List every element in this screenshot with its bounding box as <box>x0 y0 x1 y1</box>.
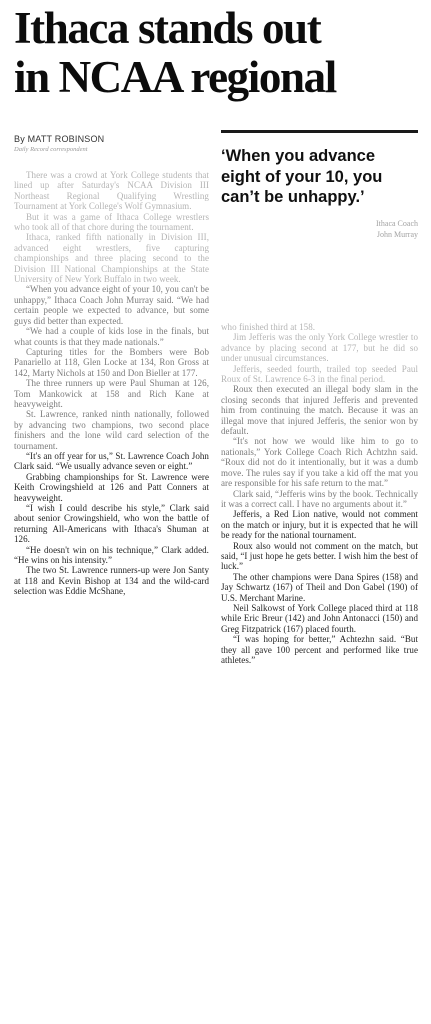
paragraph: There was a crowd at York College students that lined up after Saturday's NCAA Division III Northeast Regional Qualifying Wrestling Tournament at York College's Wolf Gymnasium. <box>14 170 209 212</box>
paragraph: Grabbing championships for St. Lawrence were Keith Crowingshield at 126 and Patt Conners at heavyweight. <box>14 471 209 503</box>
paragraph: Jefferis, seeded fourth, trailed top seeded Paul Roux of St. Lawrence 6-3 in the final period. <box>221 363 418 385</box>
attribution-name: John Murray <box>376 229 418 239</box>
paragraph: Jim Jefferis was the only York College wrestler to advance by placing second at 177, but he did so under unusual circumstances. <box>221 332 418 364</box>
paragraph: “He doesn't win on his technique,” Clark added. “He wins on his intensity.” <box>14 544 209 566</box>
byline: By MATT ROBINSON <box>14 134 105 144</box>
paragraph: Jefferis, a Red Lion native, would not comment on the match or injury, but it is expected that he will be ready for the national tournament. <box>221 509 418 541</box>
paragraph: The three runners up were Paul Shuman at 126, Tom Mankowick at 158 and Rich Kane at heavyweight. <box>14 378 209 409</box>
article-column-right <box>221 322 418 665</box>
paragraph: The other champions were Dana Spires (158) and Jay Schwartz (167) of Theil and Don Gabel (190) of U.S. Merchant Marine. <box>221 571 418 603</box>
paragraph: Neil Salkowst of York College placed third at 118 while Eric Breur (142) and John Antonacci (150) and Greg Fitzpatrick (167) placed fourth. <box>221 602 418 634</box>
paragraph: But it was a game of Ithaca College wrestlers who took all of that chore during the tournament. <box>14 211 209 233</box>
article-column-left <box>14 170 209 597</box>
pull-quote-rule <box>221 130 418 133</box>
paragraph: Roux also would not comment on the match, but said, “I just hope he gets better. I wish him the best of luck.” <box>221 540 418 572</box>
paragraph: St. Lawrence, ranked ninth nationally, followed by advancing two champions, two second place finishers and the lone wild card selection of the tournament. <box>14 409 209 451</box>
paragraph: “It's not how we would like him to go to nationals,” York College Coach Rich Achtzhn said. “Roux did not do it intentionally, but it was a dumb move. The rules say if you take a kid off the mat you are responsible for his safe return to the mat.” <box>221 436 418 489</box>
headline-line-1: Ithaca stands out <box>14 3 321 53</box>
paragraph: Roux then executed an illegal body slam in the closing seconds that injured Jefferis and prevented him from continuing the match. Because it was an illegal move that injured Jefferis, the senior won by default. <box>221 384 418 437</box>
byline-subtitle: Daily Record correspondent <box>14 146 88 153</box>
paragraph: The two St. Lawrence runners-up were Jon Santy at 118 and Kevin Bishop at 134 and the wild-card selection was Eddie McShane, <box>14 565 209 597</box>
headline <box>14 4 424 102</box>
paragraph: “I wish I could describe his style,” Clark said about senior Crowingshield, who won the battle of returning All-Americans with Ithaca's Shuman at 126. <box>14 503 209 545</box>
headline-line-2: in NCAA regional <box>14 52 336 102</box>
paragraph: Clark said, “Jefferis wins by the book. Technically it was a correct call. I have no arguments about it.” <box>221 488 418 509</box>
paragraph: Capturing titles for the Bombers were Bob Panariello at 118, Glen Locke at 134, Ron Gross at 142, Marty Nichols at 150 and Don Bieller at 177. <box>14 346 209 378</box>
attribution-title: Ithaca Coach <box>376 218 418 228</box>
paragraph: Ithaca, ranked fifth nationally in Division III, advanced eight wrestlers, five capturing championships and three placing second to the Division III National Championships at the State University of New York Buffalo in two week. <box>14 232 209 285</box>
paragraph: who finished third at 158. <box>221 322 316 332</box>
pull-quote <box>221 130 418 240</box>
pull-quote-text: ‘When you advance eight of your 10, you can’t be unhappy.’ <box>221 147 383 206</box>
paragraph: “I was hoping for better,” Achtezhn said. “But they all gave 100 percent and performed like true athletes.” <box>221 634 418 665</box>
paragraph: “We had a couple of kids lose in the finals, but what counts is that they made nationals.” <box>14 326 209 347</box>
pull-quote-attribution <box>221 218 418 240</box>
paragraph: “It's an off year for us,” St. Lawrence Coach John Clark said. “We usually advance seven or eight.” <box>14 450 209 472</box>
paragraph: “When you advance eight of your 10, you can't be unhappy,” Ithaca Coach John Murray said. “We had certain people we expected to advance, but some guys did better than expected. <box>14 284 209 326</box>
